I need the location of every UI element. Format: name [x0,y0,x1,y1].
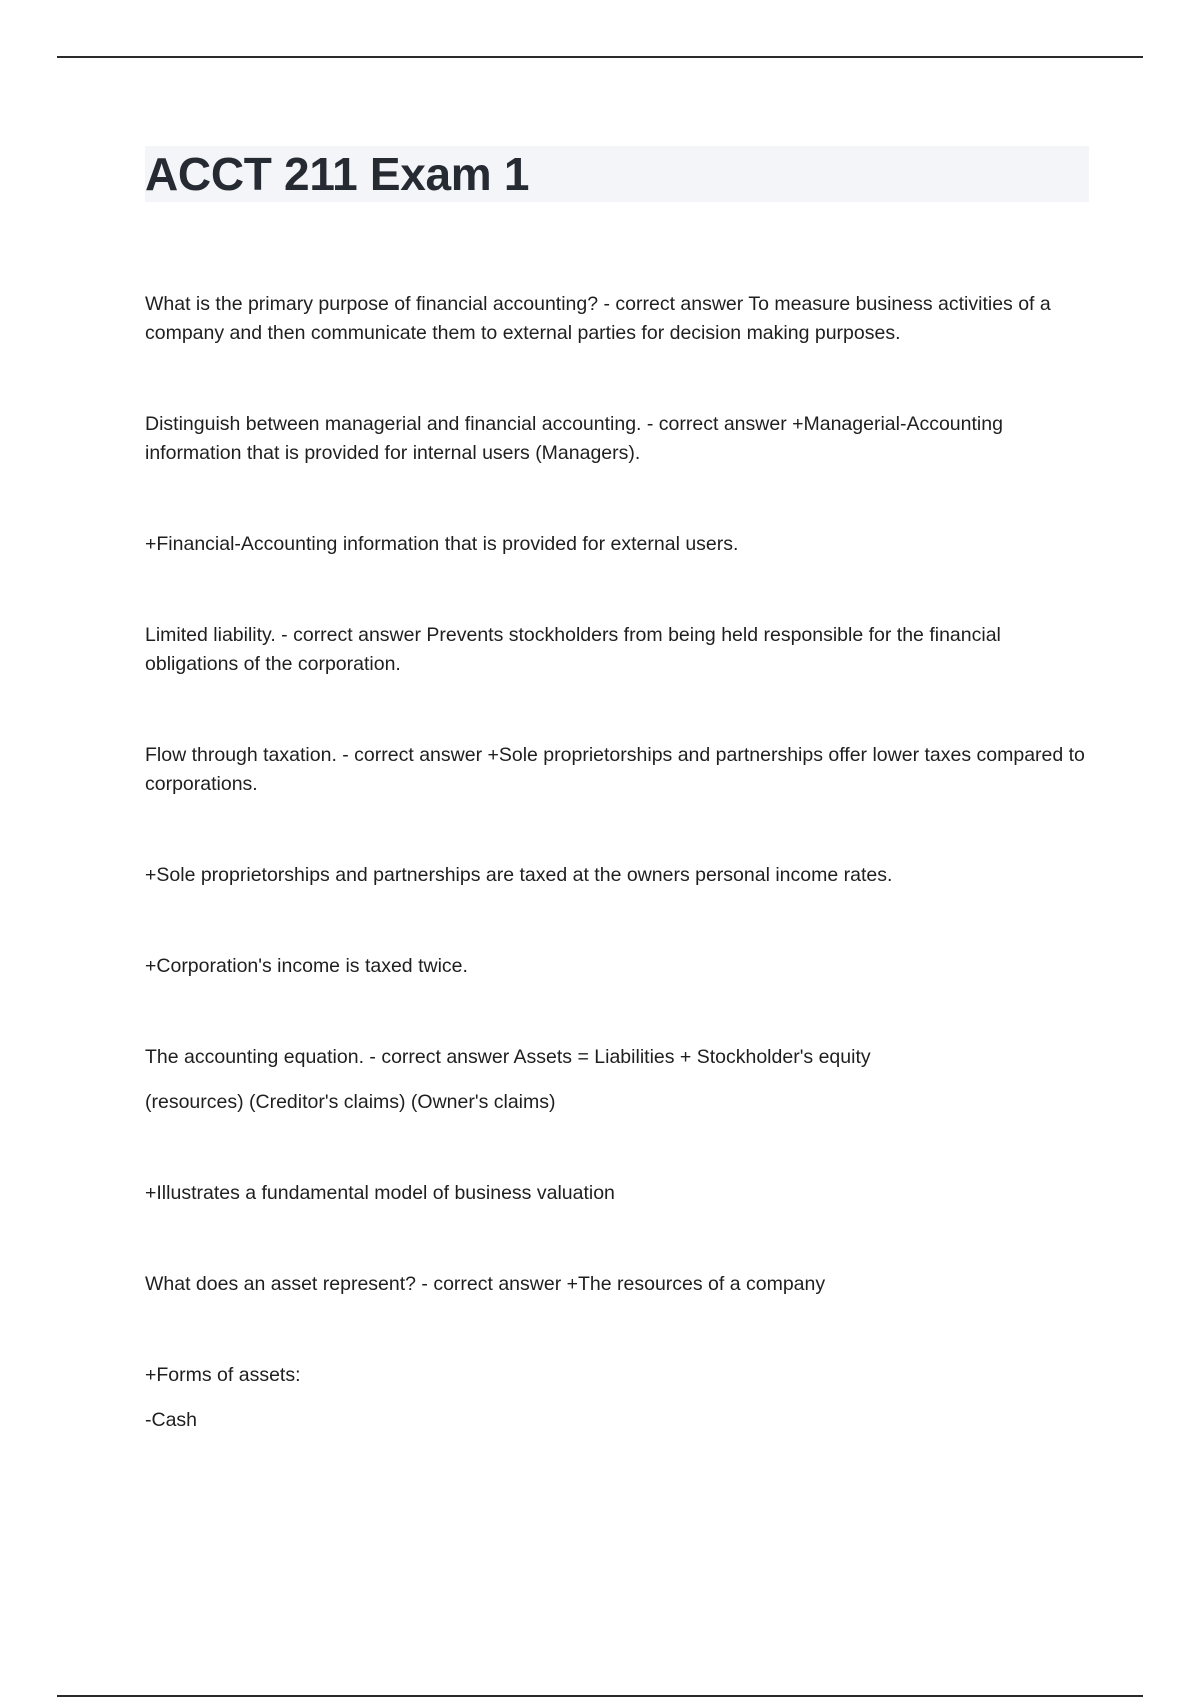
top-rule [57,56,1143,58]
paragraph: +Financial-Accounting information that is provided for external users. [145,533,739,555]
bottom-rule [57,1695,1143,1697]
paragraph: +Sole proprietorships and partnerships are taxed at the owners personal income rates. [145,864,893,886]
paragraph: +Corporation's income is taxed twice. [145,955,468,977]
document-title: ACCT 211 Exam 1 [145,148,530,200]
paragraph: What is the primary purpose of financial accounting? - correct answer To measure business activities of a company and then communicate them to external parties for decision making purposes. [145,293,1051,344]
paragraph: -Cash [145,1409,198,1431]
paragraph: Limited liability. - correct answer Prevents stockholders from being held responsible for the financial obligations of the corporation. [145,624,1001,675]
paragraph: What does an asset represent? - correct answer +The resources of a company [145,1273,826,1295]
paragraph: Flow through taxation. - correct answer +Sole proprietorships and partnerships offer lower taxes compared to corporations. [145,744,1085,795]
paragraph: +Forms of assets: [145,1364,301,1386]
paragraph: +Illustrates a fundamental model of business valuation [145,1182,615,1204]
paragraph: (resources) (Creditor's claims) (Owner's claims) [145,1091,556,1113]
paragraph: The accounting equation. - correct answer Assets = Liabilities + Stockholder's equity [145,1046,871,1068]
document-body [145,290,1090,1435]
paragraph: Distinguish between managerial and financial accounting. - correct answer +Managerial-Accounting information that is provided for internal users (Managers). [145,413,1003,464]
